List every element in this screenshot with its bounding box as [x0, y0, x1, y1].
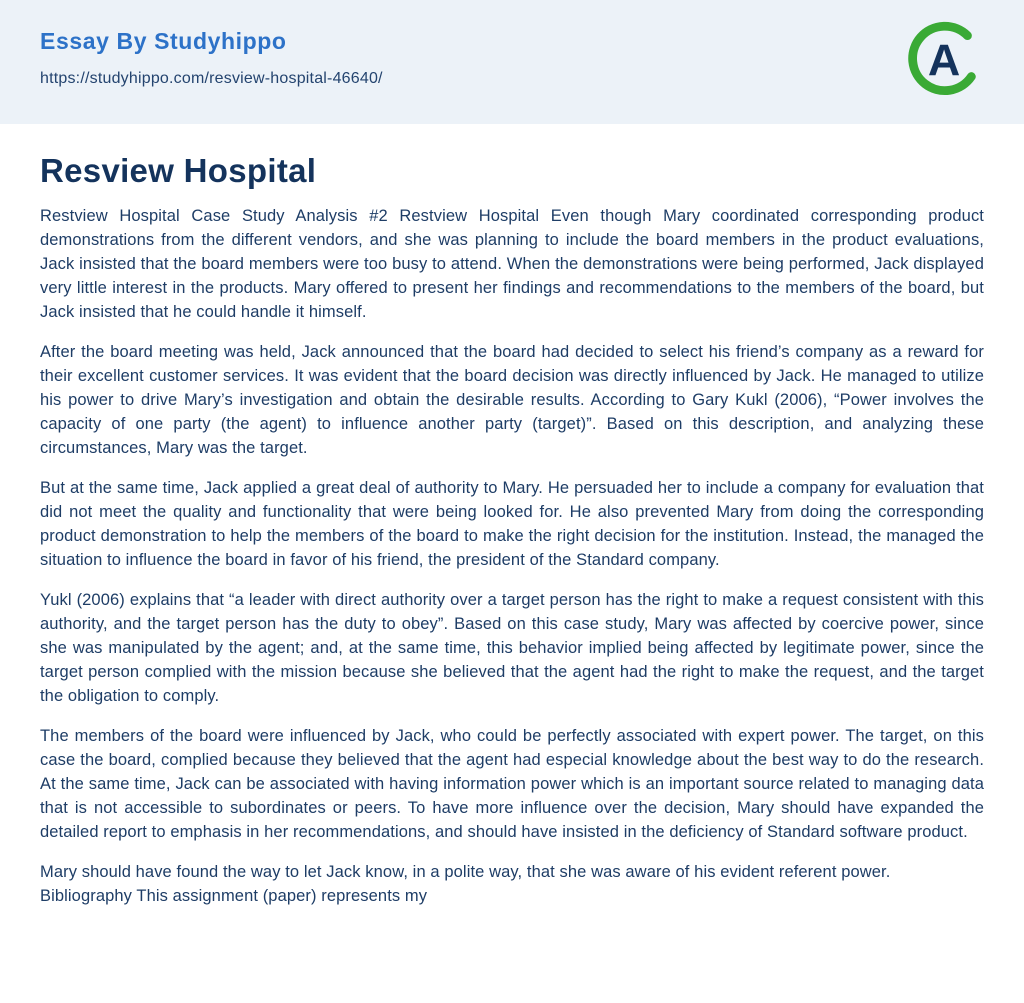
page-title: Resview Hospital — [40, 152, 317, 189]
essay-body — [0, 124, 1024, 908]
page-header — [0, 0, 1024, 124]
essay-paragraph-4: Yukl (2006) explains that “a leader with direct authority over a target person has the right to make a request consistent with this authority, and the target person has the duty to obey”. Based on this case study, Mary was affected by coercive power, since she was manipulated by the agent; and, at the same time, this behavior implied being affected by legitimate power, since the target person complied with the mission because she believed that the agent had the right to make the request, and the target the obligation to comply. — [40, 591, 984, 705]
studyhippo-logo-icon — [908, 21, 986, 99]
source-url-link[interactable]: https://studyhippo.com/resview-hospital-46640/ — [40, 70, 383, 87]
essay-paragraph-5: The members of the board were influenced by Jack, who could be perfectly associated with expert power. The target, on this case the board, complied because they believed that the agent had especial knowledge about the best way to do the research. At the same time, Jack can be associated with having information power which is an important source related to managing data that is not accessible to subordinates or peers. To have more influence over the decision, Mary should have expanded the detailed report to emphasis in her recommendations, and should have insisted in the deficiency of Standard software product. — [40, 727, 984, 841]
essay-paragraph-2: After the board meeting was held, Jack announced that the board had decided to select his friend’s company as a reward for their excellent customer services. It was evident that the board decision was directly influenced by Jack. He managed to utilize his power to drive Mary’s investigation and obtain the desirable results. According to Gary Kukl (2006), “Power involves the capacity of one party (the agent) to influence another party (target)”. Based on this description, and analyzing these circumstances, Mary was the target. — [40, 343, 984, 457]
byline-title: Essay By Studyhippo — [40, 28, 287, 54]
essay-paragraph-1: Restview Hospital Case Study Analysis #2 Restview Hospital Even though Mary coordinated corresponding product demonstrations from the different vendors, and she was planning to include the board members in the product evaluations, Jack insisted that the board members were too busy to attend. When the demonstrations were being performed, Jack displayed very little interest in the products. Mary offered to present her findings and recommendations to the members of the board, but Jack insisted that he could handle it himself. — [40, 207, 984, 321]
essay-paragraph-3: But at the same time, Jack applied a great deal of authority to Mary. He persuaded her to include a company for evaluation that did not meet the quality and functionality that were being looked for. He also prevented Mary from doing the corresponding product demonstration to help the members of the board to make the right decision for the institution. Instead, the managed the situation to influence the board in favor of his friend, the president of the Standard company. — [40, 479, 984, 569]
essay-paragraph-6: Mary should have found the way to let Jack know, in a polite way, that she was aware of his evident referent power. Bibliography This assignment (paper) represents my — [40, 863, 891, 905]
logo-letter: A — [927, 34, 961, 86]
